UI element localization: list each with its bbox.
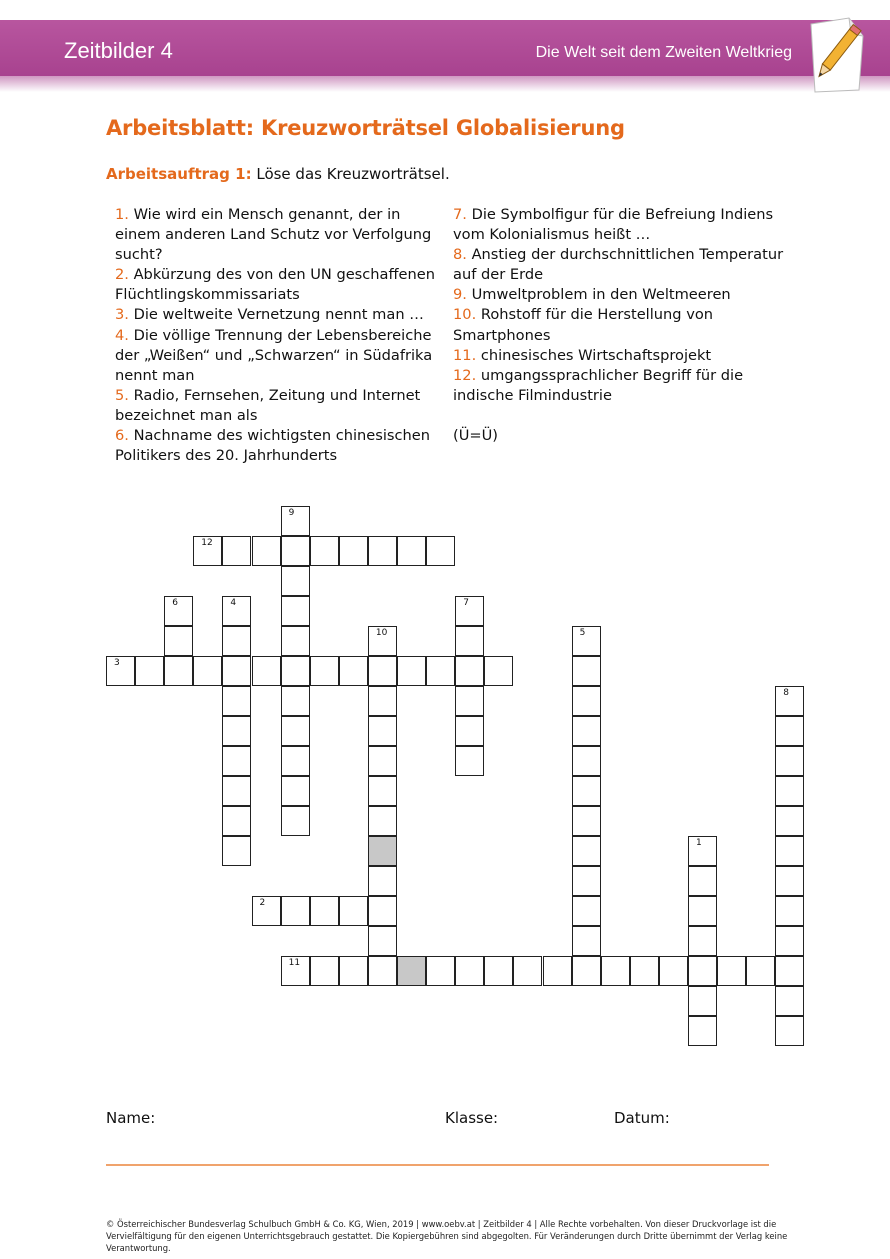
crossword-cell[interactable] <box>368 926 397 956</box>
clue-number-label: 1 <box>696 838 702 848</box>
crossword-cell[interactable] <box>339 536 368 566</box>
crossword-cell[interactable] <box>164 596 193 626</box>
crossword-cell[interactable] <box>368 776 397 806</box>
crossword-cell[interactable] <box>281 896 310 926</box>
crossword-cell[interactable] <box>222 746 251 776</box>
clue-12 <box>453 366 793 406</box>
clue-text: Nachname des wichtigsten chinesischen Politikers des 20. Jahrhunderts <box>115 427 431 465</box>
clue-number-label: 7 <box>463 598 469 608</box>
crossword-cell[interactable] <box>135 656 164 686</box>
clue-text: Die Symbolfigur für die Befreiung Indiens vom Kolonialismus heißt … <box>453 206 774 244</box>
crossword-cell[interactable] <box>281 506 310 536</box>
crossword-cell[interactable] <box>281 746 310 776</box>
crossword-cell[interactable] <box>222 806 251 836</box>
clue-8 <box>453 245 793 285</box>
clue-number-label: 4 <box>230 598 237 608</box>
crossword-cell[interactable] <box>368 896 397 926</box>
clue-text: chinesisches Wirtschaftsprojekt <box>476 346 712 364</box>
clue-number: 8. <box>453 246 467 264</box>
crossword-cell[interactable] <box>572 806 601 836</box>
crossword-cell[interactable] <box>775 956 804 986</box>
crossword-cell[interactable] <box>688 866 717 896</box>
crossword-cell[interactable] <box>368 746 397 776</box>
clues-left-column <box>115 205 445 466</box>
crossword-cell[interactable] <box>368 866 397 896</box>
crossword-cell[interactable] <box>397 536 426 566</box>
date-label: Datum: <box>614 1109 670 1127</box>
crossword-cell[interactable] <box>222 626 251 656</box>
clue-number: 9. <box>453 286 467 304</box>
crossword-cell[interactable] <box>688 836 717 866</box>
pencil-note-icon <box>805 16 867 94</box>
crossword-cell-shaded[interactable] <box>397 956 426 986</box>
crossword-cell[interactable] <box>455 746 484 776</box>
crossword-cell[interactable] <box>310 656 339 686</box>
crossword-cell[interactable] <box>368 806 397 836</box>
signature-line <box>106 1164 769 1166</box>
crossword-cell[interactable] <box>281 566 310 596</box>
crossword-cell[interactable] <box>281 716 310 746</box>
crossword-cell[interactable] <box>455 956 484 986</box>
crossword-cell[interactable] <box>572 686 601 716</box>
crossword-cell[interactable] <box>717 956 746 986</box>
crossword-cell[interactable] <box>222 536 251 566</box>
clue-3 <box>115 305 445 325</box>
crossword-cell[interactable] <box>572 896 601 926</box>
crossword-cell[interactable] <box>775 1016 804 1046</box>
crossword-cell[interactable] <box>572 656 601 686</box>
clue-text: Rohstoff für die Herstellung von Smartphones <box>453 306 714 344</box>
crossword-cell[interactable] <box>222 716 251 746</box>
name-label: Name: <box>106 1109 156 1127</box>
crossword-cell[interactable] <box>281 776 310 806</box>
clue-text: Radio, Fernsehen, Zeitung und Internet bezeichnet man als <box>115 386 421 424</box>
crossword-cell[interactable] <box>222 596 251 626</box>
clue-number: 6. <box>115 427 129 445</box>
crossword-cell[interactable] <box>775 716 804 746</box>
crossword-cell[interactable] <box>252 536 281 566</box>
clue-number-label: 8 <box>783 688 790 698</box>
class-label: Klasse: <box>445 1109 499 1127</box>
crossword-cell[interactable] <box>688 926 717 956</box>
crossword-cell[interactable] <box>572 776 601 806</box>
crossword-cell[interactable] <box>310 896 339 926</box>
clue-number: 7. <box>453 206 467 223</box>
clue-9 <box>453 285 793 305</box>
crossword-cell[interactable] <box>455 596 484 626</box>
crossword-cell[interactable] <box>281 686 310 716</box>
task-instruction <box>106 165 450 183</box>
crossword-cell[interactable] <box>775 896 804 926</box>
clue-5 <box>115 386 445 426</box>
crossword-cell[interactable] <box>775 986 804 1016</box>
clue-number-label: 5 <box>579 628 586 638</box>
crossword-cell[interactable] <box>164 626 193 656</box>
crossword-cell[interactable] <box>368 536 397 566</box>
clue-text: Anstieg der durchschnittlichen Temperatur auf der Erde <box>453 246 784 284</box>
task-text: Löse das Kreuzworträtsel. <box>251 165 450 183</box>
crossword-cell[interactable] <box>252 896 281 926</box>
crossword-cell[interactable] <box>281 806 310 836</box>
clue-number-label: 12 <box>201 538 213 548</box>
crossword-cell[interactable] <box>484 956 513 986</box>
crossword-cell[interactable] <box>281 536 310 566</box>
crossword-cell[interactable] <box>775 776 804 806</box>
crossword-cell[interactable] <box>339 956 368 986</box>
task-label: Arbeitsauftrag 1: <box>106 165 252 183</box>
crossword-cell[interactable] <box>572 746 601 776</box>
crossword-cell[interactable] <box>572 866 601 896</box>
copyright-notice: © Österreichischer Bundesverlag Schulbuch GmbH & Co. KG, Wien, 2019 | www.oebv.at | Zeitbilder 4 | Alle Rechte vorbehalten. Von dieser Druckvorlage ist die Vervielfältigung für den eigenen Unterrichtsgebrauch gestattet. Die Kopiergebühren sind abgegolten. Für Veränderungen durch Dritte übernimmt der Verlag keine Verantwortung. <box>106 1219 788 1253</box>
clue-number: 2. <box>115 266 129 284</box>
crossword-cell[interactable] <box>572 626 601 656</box>
crossword-cell[interactable] <box>775 926 804 956</box>
clue-number-label: 2 <box>259 898 266 908</box>
worksheet-title: Arbeitsblatt: Kreuzworträtsel Globalisierung <box>106 116 625 140</box>
clue-2 <box>115 265 445 305</box>
clue-number-label: 10 <box>375 628 388 638</box>
crossword-cell[interactable] <box>775 686 804 716</box>
clue-number: 10. <box>453 306 477 324</box>
crossword-cell[interactable] <box>222 776 251 806</box>
crossword-cell[interactable] <box>775 746 804 776</box>
crossword-cell[interactable] <box>572 956 601 986</box>
crossword-cell[interactable] <box>281 596 310 626</box>
clue-11 <box>453 346 793 366</box>
crossword-cell[interactable] <box>775 806 804 836</box>
clue-number-label: 6 <box>172 598 178 608</box>
crossword-cell[interactable] <box>775 836 804 866</box>
clue-number: 12. <box>453 366 477 384</box>
clue-text: Die völlige Trennung der Lebensbereiche der „Weißen“ und „Schwarzen“ in Südafrika nennt man <box>115 326 433 384</box>
crossword-cell[interactable] <box>746 956 775 986</box>
clue-text: Wie wird ein Mensch genannt, der in einem anderen Land Schutz vor Verfolgung sucht? <box>115 206 432 264</box>
clue-6 <box>115 426 445 466</box>
crossword-cell[interactable] <box>484 656 513 686</box>
book-title: Zeitbilder 4 <box>64 38 173 63</box>
crossword-cell[interactable] <box>368 626 397 656</box>
crossword-cell[interactable] <box>281 656 310 686</box>
crossword-cell[interactable] <box>281 626 310 656</box>
crossword-cell[interactable] <box>630 956 659 986</box>
clue-number: 4. <box>115 326 129 344</box>
crossword-cell[interactable] <box>426 536 455 566</box>
clue-text: Abkürzung des von den UN geschaffenen Flüchtlingskommissariats <box>115 266 436 304</box>
crossword-cell[interactable] <box>455 686 484 716</box>
clue-number-label: 9 <box>288 508 295 518</box>
umlaut-note: (Ü=Ü) <box>453 426 498 444</box>
crossword-cell[interactable] <box>601 956 630 986</box>
crossword-cell[interactable] <box>193 536 222 566</box>
crossword-cell[interactable] <box>310 536 339 566</box>
crossword-cell[interactable] <box>339 896 368 926</box>
clue-10 <box>453 305 793 345</box>
clue-1 <box>115 205 445 265</box>
crossword-cell[interactable] <box>310 956 339 986</box>
crossword-cell[interactable] <box>252 656 281 686</box>
crossword-cell-shaded[interactable] <box>368 836 397 866</box>
crossword-cell[interactable] <box>368 716 397 746</box>
crossword-cell[interactable] <box>775 866 804 896</box>
crossword-cell[interactable] <box>106 656 135 686</box>
crossword-cell[interactable] <box>513 956 542 986</box>
clue-number: 1. <box>115 206 129 223</box>
book-subtitle: Die Welt seit dem Zweiten Weltkrieg <box>535 44 792 61</box>
clue-number-label: 3 <box>114 658 120 668</box>
clue-text: Umweltproblem in den Weltmeeren <box>466 286 731 304</box>
crossword-cell[interactable] <box>688 956 717 986</box>
crossword-cell[interactable] <box>339 656 368 686</box>
clue-number-label: 11 <box>288 958 301 968</box>
crossword-cell[interactable] <box>572 836 601 866</box>
clue-7 <box>453 205 793 245</box>
clue-4 <box>115 326 445 386</box>
crossword-cell[interactable] <box>193 656 222 686</box>
crossword-cell[interactable] <box>368 686 397 716</box>
crossword-cell[interactable] <box>572 926 601 956</box>
crossword-cell[interactable] <box>222 836 251 866</box>
crossword-cell[interactable] <box>368 656 397 686</box>
crossword-cell[interactable] <box>688 986 717 1016</box>
crossword-cell[interactable] <box>659 956 688 986</box>
clue-number: 5. <box>115 386 129 404</box>
clue-number: 3. <box>115 306 129 324</box>
crossword-cell[interactable] <box>281 956 310 986</box>
crossword-cell[interactable] <box>426 656 455 686</box>
crossword-cell[interactable] <box>688 896 717 926</box>
crossword-cell[interactable] <box>164 656 193 686</box>
crossword-cell[interactable] <box>397 656 426 686</box>
clue-text: umgangssprachlicher Begriff für die indische Filmindustrie <box>453 366 744 404</box>
clue-number: 11. <box>453 346 477 364</box>
crossword-cell[interactable] <box>222 656 251 686</box>
crossword-cell[interactable] <box>455 716 484 746</box>
crossword-cell[interactable] <box>455 626 484 656</box>
clues-right-column <box>453 205 793 446</box>
crossword-cell[interactable] <box>222 686 251 716</box>
crossword-cell[interactable] <box>543 956 572 986</box>
clue-text: Die weltweite Vernetzung nennt man … <box>128 306 424 324</box>
crossword-cell[interactable] <box>455 656 484 686</box>
crossword-cell[interactable] <box>368 956 397 986</box>
crossword-cell[interactable] <box>688 1016 717 1046</box>
crossword-cell[interactable] <box>426 956 455 986</box>
crossword-cell[interactable] <box>572 716 601 746</box>
